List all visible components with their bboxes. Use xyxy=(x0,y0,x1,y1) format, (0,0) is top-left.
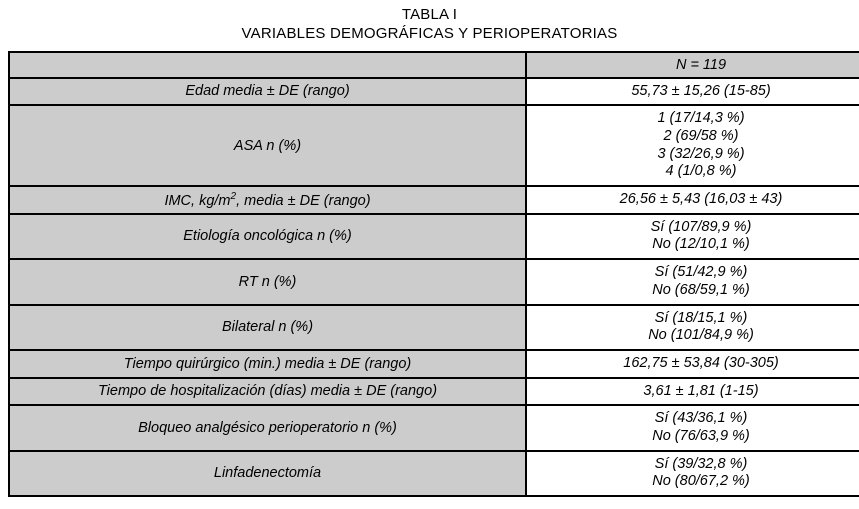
row-label-imc-prefix: IMC, kg/m xyxy=(164,192,231,209)
row-value-rt xyxy=(526,259,859,304)
row-label-edad: Edad media ± DE (rango) xyxy=(9,78,526,106)
value-line: 4 (1/0,8 %) xyxy=(665,163,737,180)
row-value-etiologia xyxy=(526,214,859,259)
row-label-tiempo-quirurgico: Tiempo quirúrgico (min.) media ± DE (rango) xyxy=(9,350,526,378)
row-value-bilateral xyxy=(526,305,859,350)
value-line: 3,61 ± 1,81 (1-15) xyxy=(643,382,759,399)
table-row xyxy=(9,378,859,406)
row-label-linfadenectomia: Linfadenectomía xyxy=(9,451,526,496)
value-line: 55,73 ± 15,26 (15-85) xyxy=(631,82,771,99)
row-value-linfadenectomia xyxy=(526,451,859,496)
value-line: Sí (107/89,9 %) xyxy=(650,218,752,235)
table-body xyxy=(9,52,859,497)
value-line: No (12/10,1 %) xyxy=(652,236,750,253)
row-value-tiempo-quirurgico xyxy=(526,350,859,378)
row-label-etiologia: Etiología oncológica n (%) xyxy=(9,214,526,259)
table-row xyxy=(9,105,859,186)
header-empty-cell xyxy=(9,52,526,78)
table-row xyxy=(9,78,859,106)
table-row xyxy=(9,305,859,350)
row-label-rt: RT n (%) xyxy=(9,259,526,304)
table-row xyxy=(9,214,859,259)
row-value-edad xyxy=(526,78,859,106)
table-title-number: TABLA I xyxy=(401,6,458,23)
row-label-bloqueo: Bloqueo analgésico perioperatorio n (%) xyxy=(9,405,526,450)
value-line: 26,56 ± 5,43 (16,03 ± 43) xyxy=(619,191,783,207)
table-title-text: VARIABLES DEMOGRÁFICAS Y PERIOPERATORIAS xyxy=(241,24,618,42)
value-line: Sí (18/15,1 %) xyxy=(654,309,748,326)
value-line: No (76/63,9 %) xyxy=(652,427,750,444)
value-line: No (101/84,9 %) xyxy=(648,327,754,344)
table-row xyxy=(9,405,859,450)
header-sample-size: N = 119 xyxy=(526,52,859,78)
row-label-imc-suffix: , media ± DE (rango) xyxy=(236,192,371,209)
table-row xyxy=(9,259,859,304)
table-row xyxy=(9,451,859,496)
row-label-imc xyxy=(9,186,526,214)
table-row xyxy=(9,186,859,214)
row-label-tiempo-hospitalizacion: Tiempo de hospitalización (días) media ± DE (rango) xyxy=(9,378,526,406)
value-line: No (80/67,2 %) xyxy=(652,473,750,490)
row-value-tiempo-hospitalizacion xyxy=(526,378,859,406)
row-value-bloqueo xyxy=(526,405,859,450)
value-line: 3 (32/26,9 %) xyxy=(657,145,745,162)
row-value-asa xyxy=(526,105,859,186)
table-header-row xyxy=(9,52,859,78)
row-label-asa: ASA n (%) xyxy=(9,105,526,186)
table-row xyxy=(9,350,859,378)
value-line: 1 (17/14,3 %) xyxy=(657,110,745,127)
value-line: Sí (51/42,9 %) xyxy=(654,264,748,281)
demographic-variables-table xyxy=(8,51,859,498)
value-line: 2 (69/58 %) xyxy=(663,127,739,144)
value-line: Sí (39/32,8 %) xyxy=(654,455,748,472)
table-title xyxy=(8,6,851,44)
value-line: Sí (43/36,1 %) xyxy=(654,410,748,427)
row-label-imc-exponent: 2 xyxy=(230,190,237,202)
value-line: 162,75 ± 53,84 (30-305) xyxy=(623,354,779,371)
row-value-imc xyxy=(526,186,859,214)
row-label-bilateral: Bilateral n (%) xyxy=(9,305,526,350)
value-line: No (68/59,1 %) xyxy=(652,281,750,298)
